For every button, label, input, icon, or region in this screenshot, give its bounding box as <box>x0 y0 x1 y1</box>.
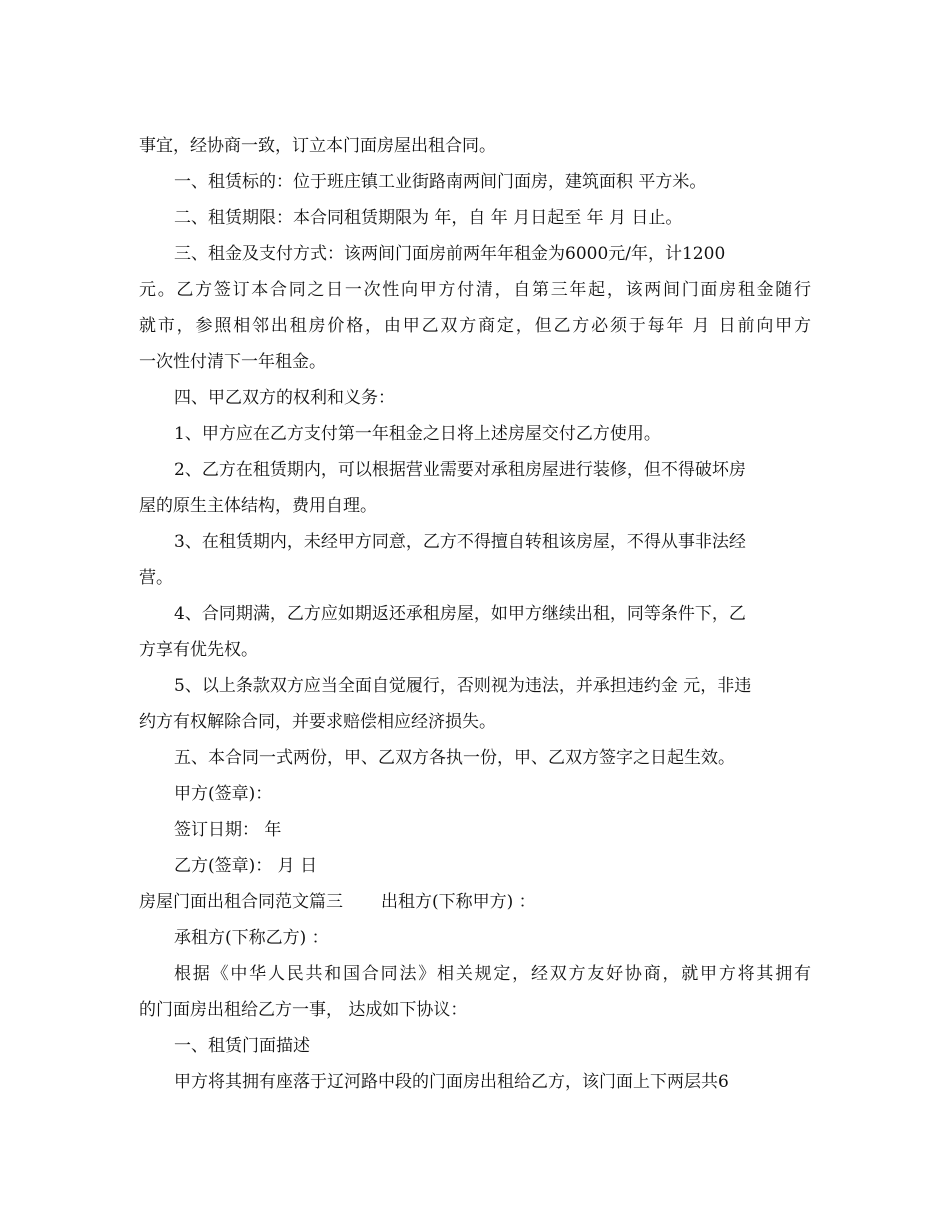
clause-rights-heading: 四、甲乙双方的权利和义务： <box>174 388 395 408</box>
clause-item-4: 4、合同期满，乙方应如期返还承租房屋，如甲方继续出租，同等条件下，乙 <box>174 604 746 624</box>
text-line: 屋的原生主体结构，费用自理。 <box>139 496 377 516</box>
clause-item-3: 3、在租赁期内，未经甲方同意，乙方不得擅自转租该房屋，不得从事非法经 <box>174 532 746 552</box>
clause-copies: 五、本合同一式两份，甲、乙双方各执一份，甲、乙双方签字之日起生效。 <box>174 748 735 768</box>
lessor-label: 出租方(下称甲方) ： <box>381 892 536 912</box>
signing-date: 签订日期： 年 <box>174 820 282 840</box>
clause-item-5: 5、以上条款双方应当全面自觉履行，否则视为违法，并承担违约金 元，非违 <box>174 676 752 696</box>
clause-rent: 三、租金及支付方式：该两间门面房前两年年租金为6000元/年，计1200 <box>174 244 726 264</box>
text-line: 一次性付清下一年租金。 <box>139 352 326 372</box>
text-line: 约方有权解除合同，并要求赔偿相应经济损失。 <box>139 712 496 732</box>
lessee-label: 承租方(下称乙方) ： <box>174 928 329 948</box>
text-line: 事宜，经协商一致，订立本门面房屋出租合同。 <box>139 136 496 156</box>
clause-description-heading: 一、租赁门面描述 <box>174 1036 310 1056</box>
clause-item-1: 1、甲方应在乙方支付第一年租金之日将上述房屋交付乙方使用。 <box>174 424 661 444</box>
clause-subject: 一、租赁标的：位于班庄镇工业街路南两间门面房，建筑面积 平方米。 <box>174 172 707 192</box>
text-line: 就市，参照相邻出租房价格，由甲乙双方商定，但乙方必须于每年 月 日前向甲方 <box>139 316 811 336</box>
text-line: 营。 <box>139 568 173 588</box>
section-heading-line <box>139 884 811 920</box>
preamble: 根据《中华人民共和国合同法》相关规定，经双方友好协商，就甲方将其拥有 <box>174 964 811 984</box>
clause-term: 二、租赁期限：本合同租赁期限为 年，自 年 月日起至 年 月 日止。 <box>174 208 683 228</box>
contract-body <box>139 128 811 1100</box>
section-title: 房屋门面出租合同范文篇三 <box>139 892 343 912</box>
party-a-signature: 甲方(签章)： <box>174 784 273 804</box>
party-b-signature: 乙方(签章)： 月 日 <box>174 856 318 876</box>
text-line: 的门面房出租给乙方一事， 达成如下协议： <box>139 1000 468 1020</box>
text-line: 方享有优先权。 <box>139 640 258 660</box>
clause-item-2: 2、乙方在租赁期内，可以根据营业需要对承租房屋进行装修，但不得破坏房 <box>174 460 746 480</box>
text-line: 元。乙方签订本合同之日一次性向甲方付清，自第三年起，该两间门面房租金随行 <box>139 280 811 300</box>
clause-description: 甲方将其拥有座落于辽河路中段的门面房出租给乙方，该门面上下两层共6 <box>174 1072 729 1092</box>
